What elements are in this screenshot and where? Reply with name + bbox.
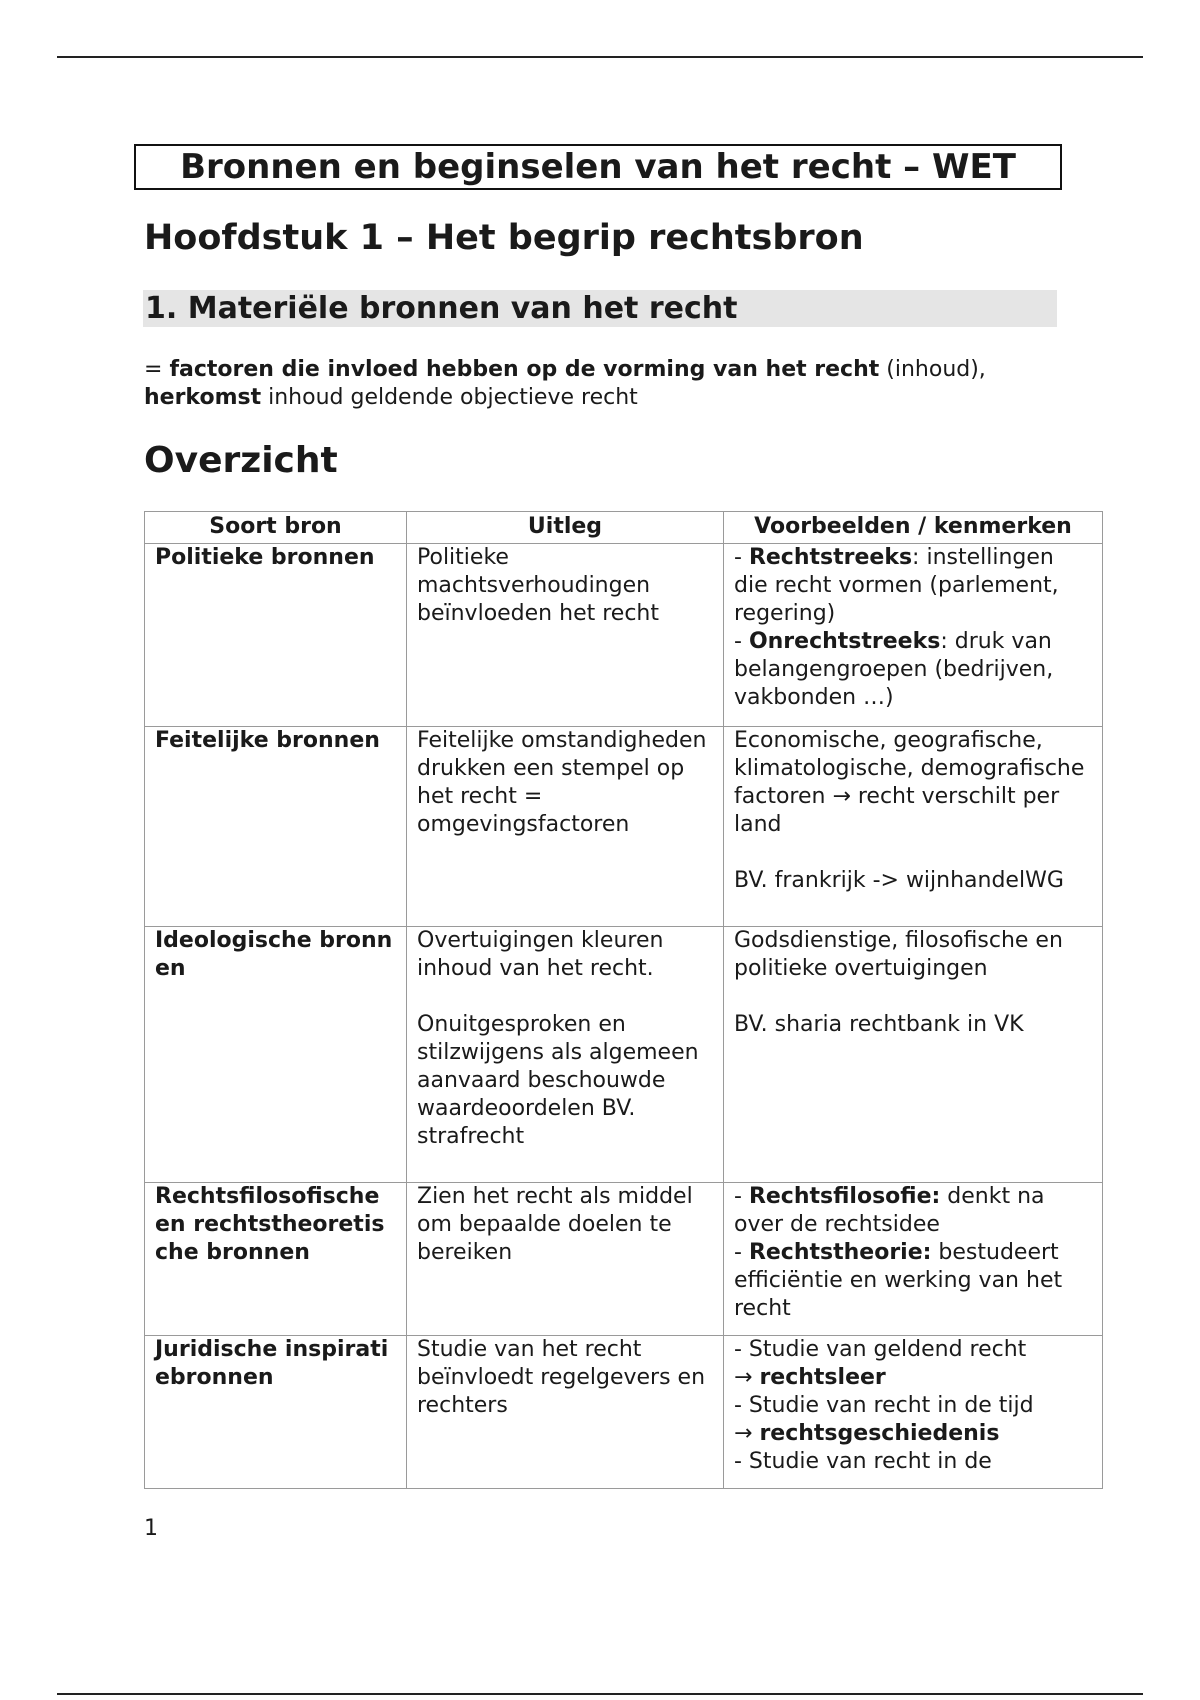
example-prefix: - [734,1240,749,1265]
example-line [734,1364,1092,1392]
example-keyword: Onrechtstreeks [748,629,941,654]
page-number: 1 [144,1516,158,1541]
arrow-icon: → [734,1365,760,1390]
explanation-text: Zien het recht als middel om bepaalde doelen te bereiken [417,1184,693,1265]
example-line [734,1183,1092,1239]
example-text: BV. sharia rechtbank in VK [734,1012,1024,1037]
cell-examples [724,727,1103,927]
example-keyword: Rechtstheorie: [748,1240,932,1265]
column-header-explanation: Uitleg [407,512,724,544]
example-text: - Studie van recht in de tijd [734,1393,1034,1418]
explanation-text: Overtuigingen kleuren inhoud van het recht. [417,928,664,981]
table-row [145,927,1103,1183]
example-keyword: rechtsgeschiedenis [759,1421,1000,1446]
example-text: Economische, geografische, klimatologische, demografische factoren → recht verschilt per land [734,728,1085,837]
example-line [734,628,1092,712]
cell-explanation [407,927,724,1183]
table-row [145,1183,1103,1336]
column-header-examples: Voorbeelden / kenmerken [724,512,1103,544]
example-text: : instellingen die recht vormen (parlement, regering) [734,545,1059,626]
definition-bold-1: factoren die invloed hebben op de vorming van het recht [169,357,880,382]
cell-type: Juridische inspiratiebronnen [145,1336,407,1489]
cell-examples [724,927,1103,1183]
example-line [734,544,1092,628]
table-header-row [145,512,1103,544]
section-heading: 1. Materiële bronnen van het recht [143,290,1057,327]
example-prefix: - [734,545,749,570]
definition-paragraph [144,356,1044,412]
cell-examples [724,1336,1103,1489]
example-prefix: - [734,629,749,654]
definition-bold-2: herkomst [144,385,262,410]
chapter-heading: Hoofdstuk 1 – Het begrip rechtsbron [144,218,864,258]
definition-text-2: inhoud geldende objectieve recht [261,385,638,410]
explanation-text: Politieke machtsverhoudingen beïnvloeden het recht [417,545,659,626]
footer-rule [57,1693,1143,1695]
example-text: : druk van belangengroepen (bedrijven, vakbonden …) [734,629,1054,710]
cell-explanation [407,727,724,927]
table-row [145,1336,1103,1489]
example-keyword: Rechtstreeks [748,545,913,570]
sources-table [144,511,1103,1489]
cell-examples [724,544,1103,727]
explanation-text: Studie van het recht beïnvloedt regelgevers en rechters [417,1337,706,1418]
table-row [145,727,1103,927]
example-text: bestudeert efficiëntie en werking van het recht [734,1240,1063,1321]
header-rule [57,56,1143,58]
example-prefix: - [734,1184,749,1209]
cell-explanation [407,1336,724,1489]
cell-explanation [407,1183,724,1336]
definition-text-1: (inhoud), [879,357,986,382]
explanation-text: Feitelijke omstandigheden drukken een stempel op het recht = omgevingsfactoren [417,728,707,837]
example-text: BV. frankrijk -> wijnhandelWG [734,868,1064,893]
cell-explanation [407,544,724,727]
arrow-icon: → [734,1421,760,1446]
example-line [734,1420,1092,1448]
explanation-text: Onuitgesproken en stilzwijgens als algemeen aanvaard beschouwde waardeoordelen BV. strafrecht [417,1012,699,1149]
cell-type: Ideologische bronnen [145,927,407,1183]
document-title: Bronnen en beginselen van het recht – WET [134,144,1062,190]
example-text: Godsdienstige, filosofische en politieke overtuigingen [734,928,1063,981]
overview-heading: Overzicht [144,440,338,481]
example-keyword: Rechtsfilosofie: [748,1184,941,1209]
cell-examples [724,1183,1103,1336]
example-line [734,1239,1092,1323]
cell-type: Rechtsfilosofische en rechtstheoretische bronnen [145,1183,407,1336]
example-text: - Studie van recht in de [734,1449,992,1474]
table-row [145,544,1103,727]
example-text: - Studie van geldend recht [734,1337,1027,1362]
column-header-type: Soort bron [145,512,407,544]
example-text: denkt na over de rechtsidee [734,1184,1045,1237]
example-keyword: rechtsleer [759,1365,886,1390]
cell-type: Politieke bronnen [145,544,407,727]
cell-type: Feitelijke bronnen [145,727,407,927]
definition-prefix: = [144,357,170,382]
